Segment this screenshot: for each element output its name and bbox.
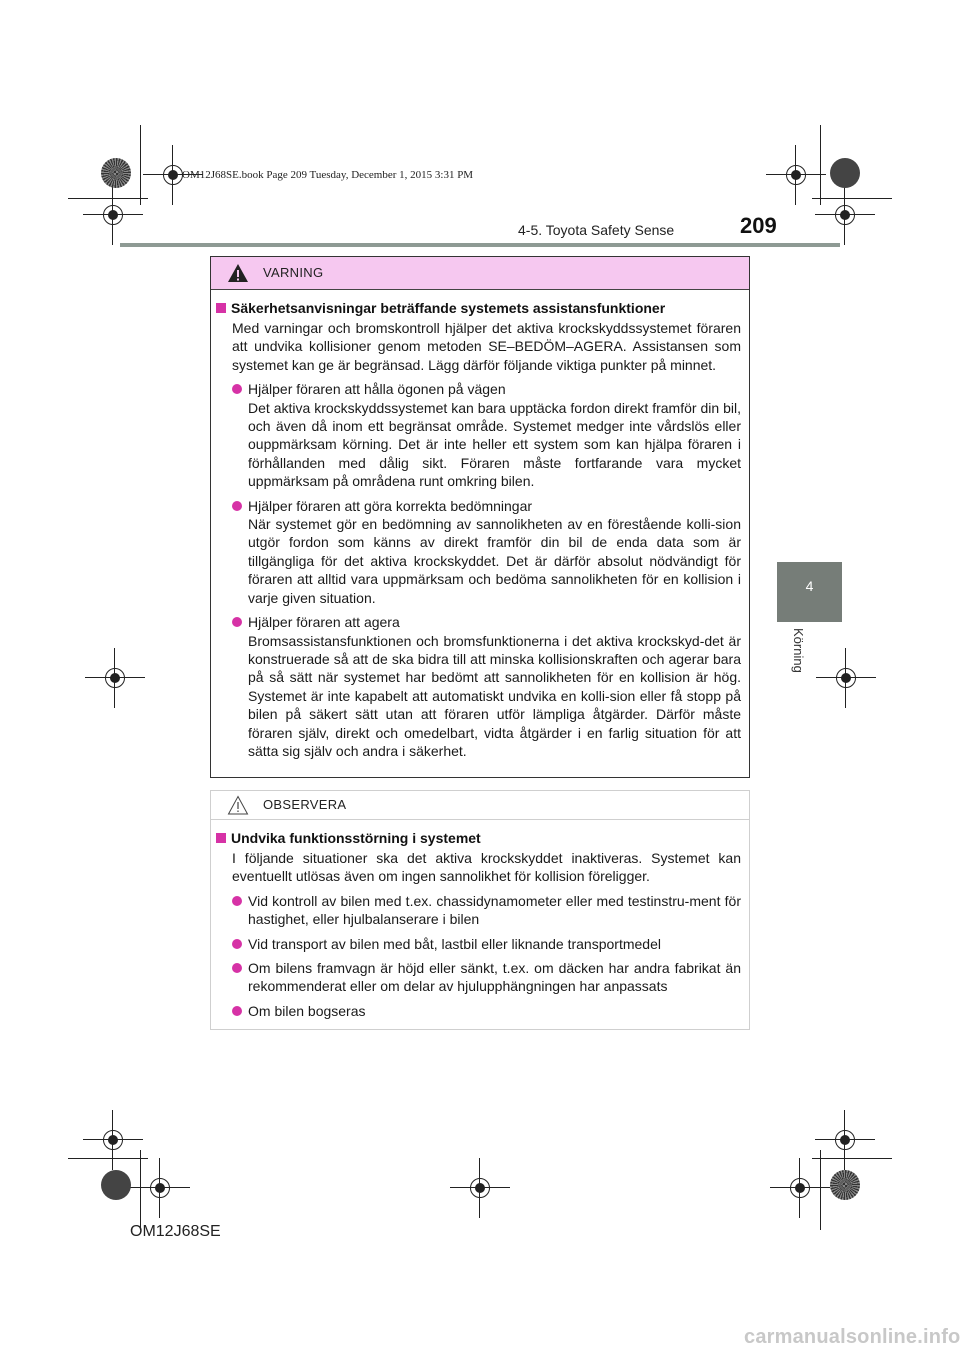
warning-intro: Med varningar och bromskontroll hjälper det aktiva krockskyddssystemet föraren att undvika kollisioner genom metoden SE–BEDÖM–AGERA. Assistansen som systemet kan ge är begränsad. Lägg därför följande viktiga punkter på minnet. [232, 320, 741, 373]
round-bullet-icon [232, 384, 242, 394]
warning-subheading: Säkerhetsanvisningar beträffande systemets assistansfunktioner [216, 300, 741, 316]
manual-code: OM12J68SE [130, 1223, 221, 1240]
caution-triangle-icon [227, 795, 249, 815]
notice-content [211, 820, 749, 1020]
chapter-tab [777, 562, 842, 622]
round-bullet-icon [232, 1006, 242, 1016]
chapter-number: 4 [805, 578, 814, 594]
book-info: OM12J68SE.book Page 209 Tuesday, December 1, 2015 3:31 PM [182, 169, 474, 181]
round-bullet-icon [232, 939, 242, 949]
registration-mark [816, 648, 876, 708]
section-title: 4-5. Toyota Safety Sense [518, 222, 675, 238]
round-bullet-icon [232, 617, 242, 627]
registration-mark [770, 1158, 830, 1218]
registration-mark [130, 1158, 190, 1218]
registration-mark [85, 648, 145, 708]
square-bullet-icon [216, 833, 226, 843]
list-item: Hjälper föraren att hålla ögonen på vägen Det aktiva krockskyddssystemet kan bara upptäcka fordon direkt framför din bil, och även då inom ett begränsat område. Systemet medger inte vårdslös eller ouppmärksam körning. Det är inte heller ett system som kan hjälpa föraren i förhållanden med dålig sikt. Föraren måste fortfarande vara mycket uppmärksam på områdena runt omkring bilen. [232, 380, 741, 490]
notice-box [210, 790, 750, 1030]
round-bullet-icon [232, 896, 242, 906]
crop-line [812, 1158, 892, 1159]
page-number: 209 [740, 213, 777, 238]
crop-line [68, 198, 148, 199]
list-item: Om bilens framvagn är höjd eller sänkt, t.ex. om däcken har andra fabrikat än rekommenderat eller om delar av hjulupphängningen har anpassats [232, 959, 741, 996]
registration-mark [83, 185, 143, 245]
warning-title: VARNING [263, 265, 324, 280]
calibration-wheel [830, 1170, 860, 1200]
watermark: carmanualsonline.info [744, 1326, 960, 1348]
list-item: Hjälper föraren att agera Bromsassistansfunktionen och bromsfunktionerna i det aktiva krockskyd-det är konstruerade så att de ska bidra till att minska kollisionskraften och agerar bara på så sätt när systemet har bedömt att sannolikheten för en kollision är hög. Systemet är inte kapabelt att automatiskt undvika en kolli-sion eller få stopp på bilen på säkert sätt utan att föraren utför lämpliga åtgärder. Därför måste föraren själv, direkt och omedelbart, vidta åtgärder i en farlig situation för att sätta sig själv och andra i säkerhet. [232, 613, 741, 760]
list-item: Vid transport av bilen med båt, lastbil eller liknande transportmedel [232, 935, 741, 953]
notice-intro: I följande situationer ska det aktiva krockskyddet inaktiveras. Systemet kan eventuellt utlösas även om ingen sannolikhet för kollision föreligger. [232, 850, 741, 885]
list-item: Vid kontroll av bilen med t.ex. chassidynamometer eller med testinstru-ment för hastighet, eller hjulbalanserare i bilen [232, 892, 741, 929]
crop-line [820, 125, 821, 205]
round-bullet-icon [232, 501, 242, 511]
notice-subheading: Undvika funktionsstörning i systemet [216, 830, 741, 846]
crop-line [140, 125, 141, 205]
crop-line [68, 1158, 148, 1159]
calibration-wheel [101, 1170, 131, 1200]
header-rule [120, 243, 840, 247]
calibration-wheel [101, 158, 131, 188]
chapter-label: Körning [791, 628, 806, 673]
crop-line [812, 198, 892, 199]
list-item: Hjälper föraren att göra korrekta bedömningar När systemet gör en bedömning av sannolikheten av en förestående kolli-sion utgör fordon som känns av direkt framför din bil de enda data som är tillgängliga för det aktiva krockskyddet. Det är därför absolut nödvändigt för föraren att alltid vara uppmärksam och bedöma sannolikheten för en kollision i varje given situation. [232, 497, 741, 607]
warning-content [211, 290, 749, 760]
list-item: Om bilen bogseras [232, 1002, 741, 1020]
registration-mark [766, 145, 826, 205]
registration-mark [450, 1158, 510, 1218]
crop-line [140, 1150, 141, 1230]
notice-header [211, 791, 749, 820]
notice-title: OBSERVERA [263, 797, 347, 812]
round-bullet-icon [232, 963, 242, 973]
warning-header [211, 257, 749, 290]
square-bullet-icon [216, 303, 226, 313]
warning-box [210, 256, 750, 778]
warning-triangle-icon [227, 263, 249, 283]
crop-line [820, 1150, 821, 1230]
calibration-wheel [830, 158, 860, 188]
